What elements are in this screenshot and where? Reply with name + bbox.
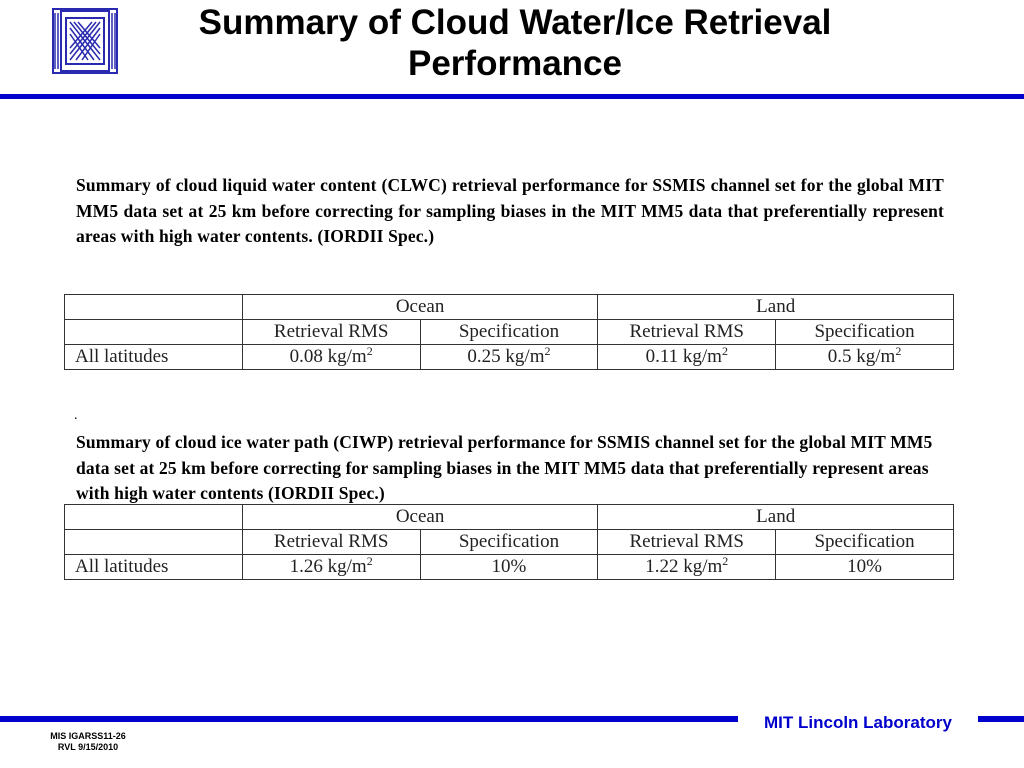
table-subheader-row (65, 530, 954, 555)
clwc-caption: Summary of cloud liquid water content (CLWC) retrieval performance for SSMIS channel set for the global MIT MM5 data set at 25 km before correcting for sampling biases in the MIT MM5 data that preferentially represent areas with high water contents. (IORDII Spec.) (76, 175, 944, 246)
land-spec-cell: 10% (776, 555, 954, 580)
table-row (65, 555, 954, 580)
ocean-rms-exponent: 2 (366, 344, 373, 358)
table-header-row (65, 505, 954, 530)
ocean-spec-exponent: 2 (544, 344, 551, 358)
ocean-rms-cell (242, 555, 420, 580)
land-rms-value: 0.11 kg/m (645, 346, 722, 367)
slide-ref-line-2: RVL 9/15/2010 (57, 742, 119, 752)
table-corner-cell (65, 295, 243, 320)
header-ocean: Ocean (242, 295, 598, 320)
header-land: Land (598, 295, 954, 320)
land-rms-value: 1.22 kg/m (645, 556, 723, 577)
title-line-2: Performance (408, 44, 622, 83)
land-spec-value: 0.5 kg/m (827, 346, 896, 367)
footer-divider-right (978, 716, 1024, 722)
land-rms-cell (598, 555, 776, 580)
row-label: All latitudes (65, 555, 243, 580)
footer-divider-left (0, 716, 738, 722)
subheader-ocean-spec: Specification (420, 530, 598, 555)
stray-period-mark: . (74, 408, 78, 423)
ocean-rms-value: 0.08 kg/m (289, 346, 367, 367)
ocean-rms-cell (242, 345, 420, 370)
subheader-land-spec: Specification (776, 530, 954, 555)
lab-name: MIT Lincoln Laboratory (764, 713, 952, 732)
land-rms-exponent: 2 (722, 554, 729, 568)
table-empty-cell (65, 320, 243, 345)
header-ocean: Ocean (242, 505, 598, 530)
land-rms-exponent: 2 (721, 344, 728, 358)
mit-lincoln-logo-icon (52, 8, 118, 74)
clwc-table (64, 294, 954, 370)
subheader-ocean-rms: Retrieval RMS (242, 320, 420, 345)
subheader-land-rms: Retrieval RMS (598, 320, 776, 345)
table-empty-cell (65, 530, 243, 555)
ocean-spec-cell (420, 345, 598, 370)
subheader-land-rms: Retrieval RMS (598, 530, 776, 555)
ocean-rms-value: 1.26 kg/m (289, 556, 367, 577)
ciwp-table (64, 504, 954, 580)
slide-ref-line-1: MIS IGARSS11-26 (50, 731, 126, 741)
ocean-spec-value: 0.25 kg/m (467, 346, 545, 367)
title-line-1: Summary of Cloud Water/Ice Retrieval (198, 3, 832, 42)
row-label: All latitudes (65, 345, 243, 370)
land-spec-exponent: 2 (895, 344, 902, 358)
table-corner-cell (65, 505, 243, 530)
slide-reference (30, 731, 146, 753)
ciwp-caption: Summary of cloud ice water path (CIWP) retrieval performance for SSMIS channel set for the global MIT MM5 data set at 25 km before correcting for sampling biases in the MIT MM5 data that preferentially represent areas with high water contents (IORDII Spec.) (76, 432, 933, 503)
table-subheader-row (65, 320, 954, 345)
header-divider (0, 94, 1024, 99)
subheader-ocean-spec: Specification (420, 320, 598, 345)
ocean-spec-cell: 10% (420, 555, 598, 580)
header-land: Land (598, 505, 954, 530)
land-spec-cell (776, 345, 954, 370)
ocean-rms-exponent: 2 (366, 554, 373, 568)
land-rms-cell (598, 345, 776, 370)
subheader-ocean-rms: Retrieval RMS (242, 530, 420, 555)
page-title (140, 2, 890, 84)
subheader-land-spec: Specification (776, 320, 954, 345)
table-header-row (65, 295, 954, 320)
table-row (65, 345, 954, 370)
